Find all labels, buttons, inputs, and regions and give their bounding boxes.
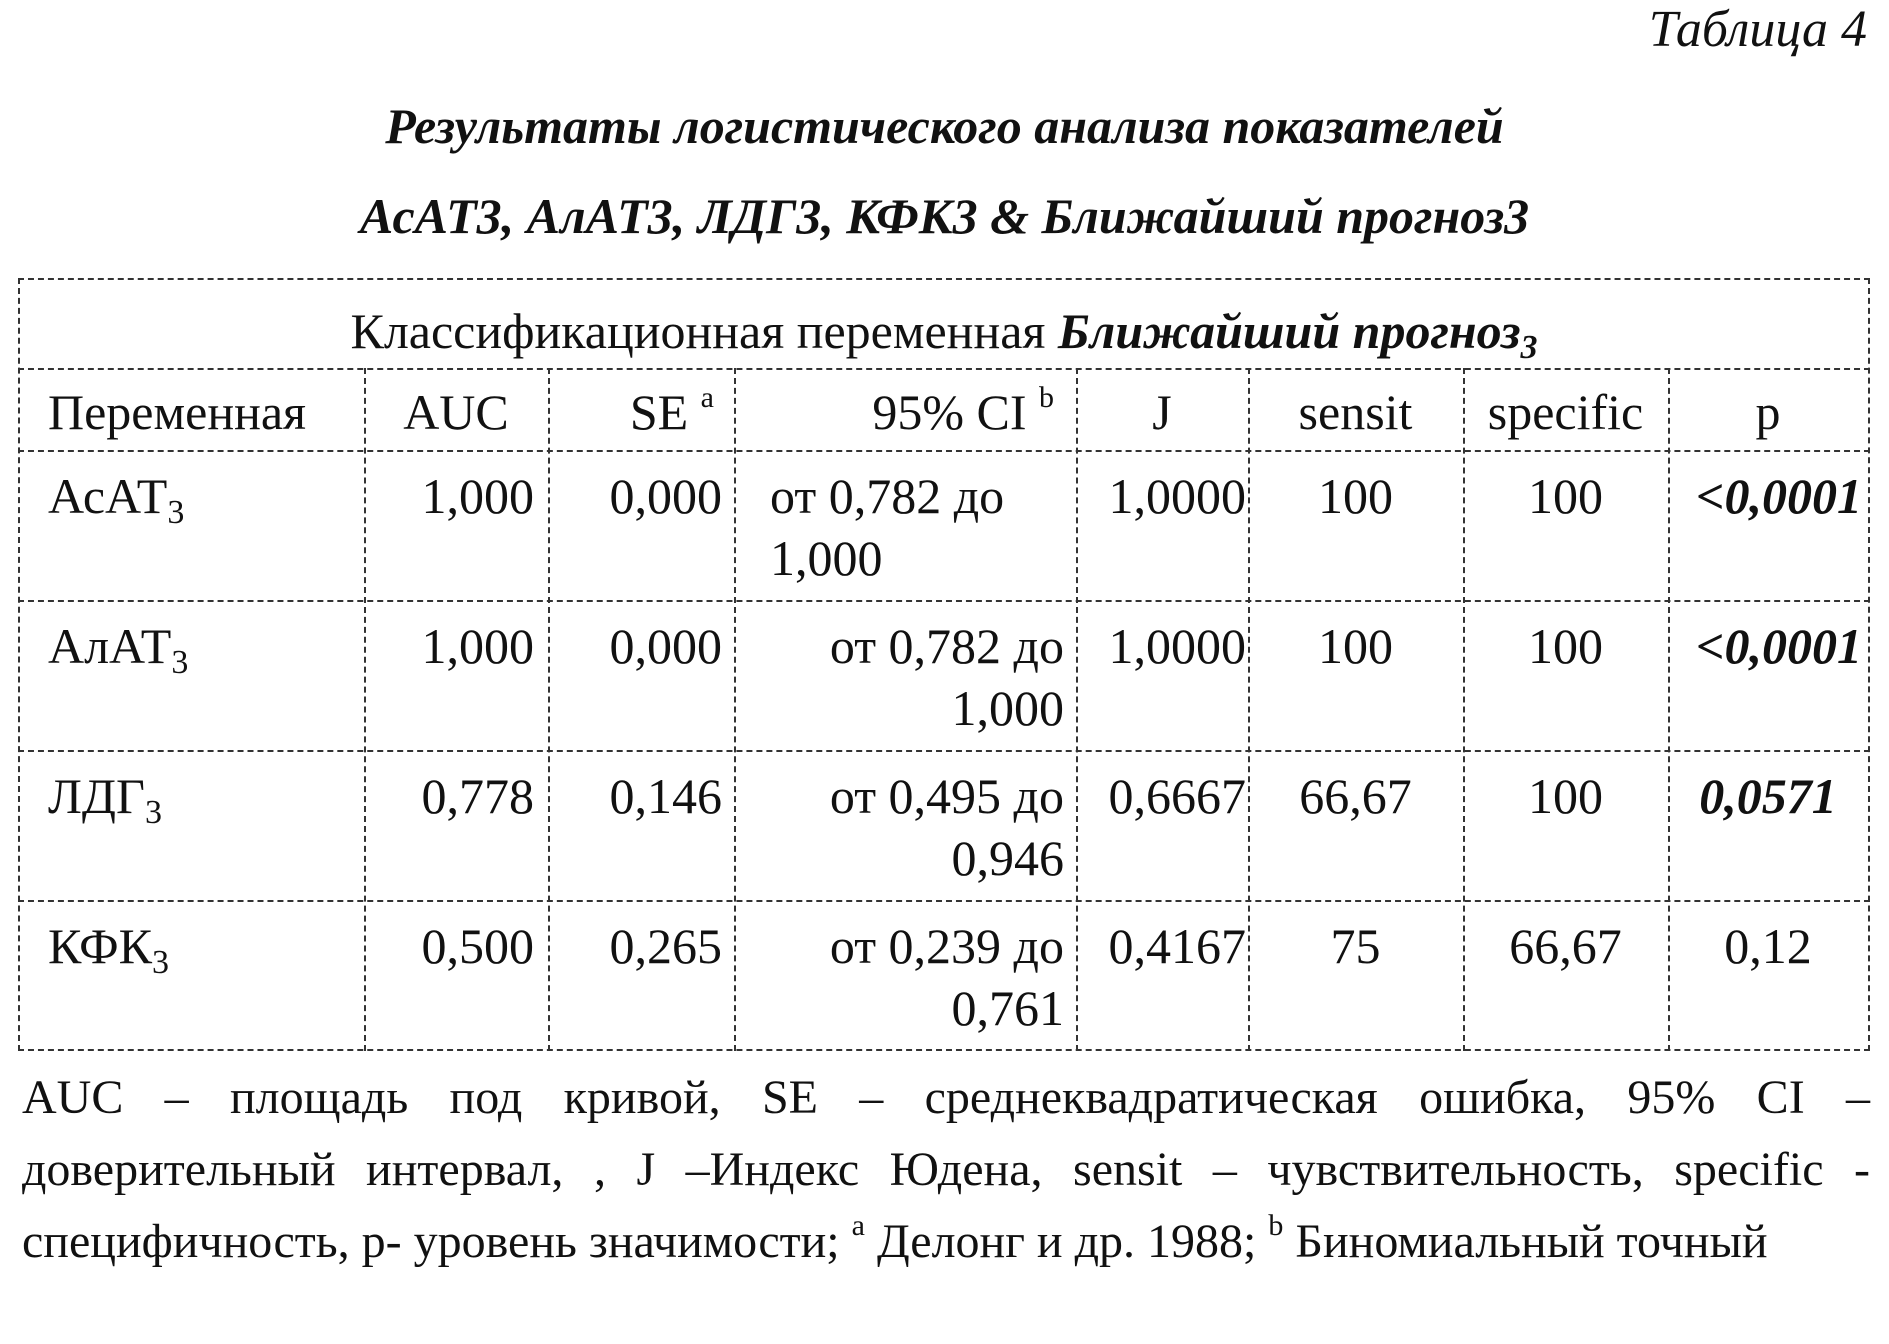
row-j: 1,0000 — [1108, 468, 1246, 524]
table-rule — [18, 1049, 1870, 1051]
row-j: 1,0000 — [1108, 618, 1246, 674]
row-j: 0,6667 — [1108, 768, 1246, 824]
column-header-j: J — [1152, 384, 1172, 440]
footnote-marker-a: a — [851, 1209, 865, 1242]
results-table — [18, 278, 1870, 1051]
row-ci-line1: от 0,495 до — [829, 768, 1064, 824]
footnote-text: AUC – площадь под кривой, SE – среднеквадратическая ошибка, 95% CI – доверительный интервал, , J –Индекс Юдена, sensit – чувствительность, specific - специфичность, p- уровень значимости; — [22, 1071, 1870, 1268]
row-specific: 66,67 — [1509, 918, 1622, 974]
row-variable-name: $КФК_3$ — [48, 918, 170, 981]
row-ci-line2: 1,000 — [770, 530, 883, 586]
footnote-ref-b: Биномиальный точный — [1283, 1215, 1768, 1268]
table-rule — [18, 278, 20, 1051]
table-rule — [1868, 278, 1870, 1051]
row-auc: 0,778 — [421, 768, 534, 824]
classification-prefix: Классификационная переменная — [350, 303, 1058, 359]
column-header-ci: 95% CI $^b$ — [872, 381, 1054, 440]
row-specific: 100 — [1528, 768, 1603, 824]
row-variable-name: АлАТ$_3$ — [48, 618, 189, 681]
column-header-se: SE $^a$ — [629, 381, 714, 440]
column-header-auc: AUC — [403, 384, 509, 440]
row-j: 0,4167 — [1108, 918, 1246, 974]
table-rule — [18, 278, 1870, 280]
table-rule — [18, 900, 1870, 902]
table-title-line-2: АсАТ3, АлАТ3, ЛДГ3, КФК3 & Ближайший прогноз3 — [359, 188, 1530, 244]
row-p-value: <0,0001 — [1696, 618, 1862, 674]
table-rule — [18, 368, 1870, 370]
table-footnote — [22, 1062, 1870, 1278]
row-sensit: 100 — [1318, 618, 1393, 674]
row-se: 0,000 — [609, 618, 722, 674]
row-variable-name: $ЛДГ_3$ — [48, 768, 162, 831]
row-variable-name: АсАТ$_3$ — [48, 468, 185, 531]
footnote-ref-a: Делонг и др. 1988; — [864, 1215, 1269, 1268]
row-auc: 0,500 — [421, 918, 534, 974]
column-header-sensit: sensit — [1298, 384, 1413, 440]
row-sensit: 66,67 — [1299, 768, 1412, 824]
row-p-value: 0,0571 — [1699, 768, 1837, 824]
row-specific: 100 — [1528, 468, 1603, 524]
table-title-line-1: Результаты логистического анализа показателей — [385, 98, 1504, 154]
row-ci-line1: от 0,239 до — [829, 918, 1064, 974]
row-se: 0,000 — [609, 468, 722, 524]
row-auc: 1,000 — [421, 618, 534, 674]
row-p-value: <0,0001 — [1696, 468, 1862, 524]
column-header-variable: Переменная — [48, 384, 307, 440]
row-se: 0,265 — [609, 918, 722, 974]
row-auc: 1,000 — [421, 468, 534, 524]
row-ci-line1: от 0,782 до — [829, 618, 1064, 674]
table-rule — [18, 750, 1870, 752]
footnote-marker-b: b — [1268, 1209, 1284, 1242]
column-header-p: p — [1755, 384, 1781, 440]
row-ci-line2: 0,761 — [951, 980, 1064, 1036]
table-rule — [18, 450, 1870, 452]
table-number-label: Таблица 4 — [1648, 1, 1867, 58]
row-se: 0,146 — [609, 768, 722, 824]
row-sensit: 75 — [1330, 918, 1381, 974]
column-header-specific: specific — [1487, 384, 1644, 440]
row-ci-line1: от 0,782 до — [770, 468, 1005, 524]
table-rule — [18, 600, 1870, 602]
row-p-value: 0,12 — [1724, 918, 1812, 974]
row-ci-line2: 0,946 — [951, 830, 1064, 886]
classification-header — [18, 300, 1870, 366]
row-specific: 100 — [1528, 618, 1603, 674]
row-ci-line2: 1,000 — [951, 680, 1064, 736]
classification-variable: Ближайший прогноз$_3$ — [1057, 303, 1538, 366]
row-sensit: 100 — [1318, 468, 1393, 524]
